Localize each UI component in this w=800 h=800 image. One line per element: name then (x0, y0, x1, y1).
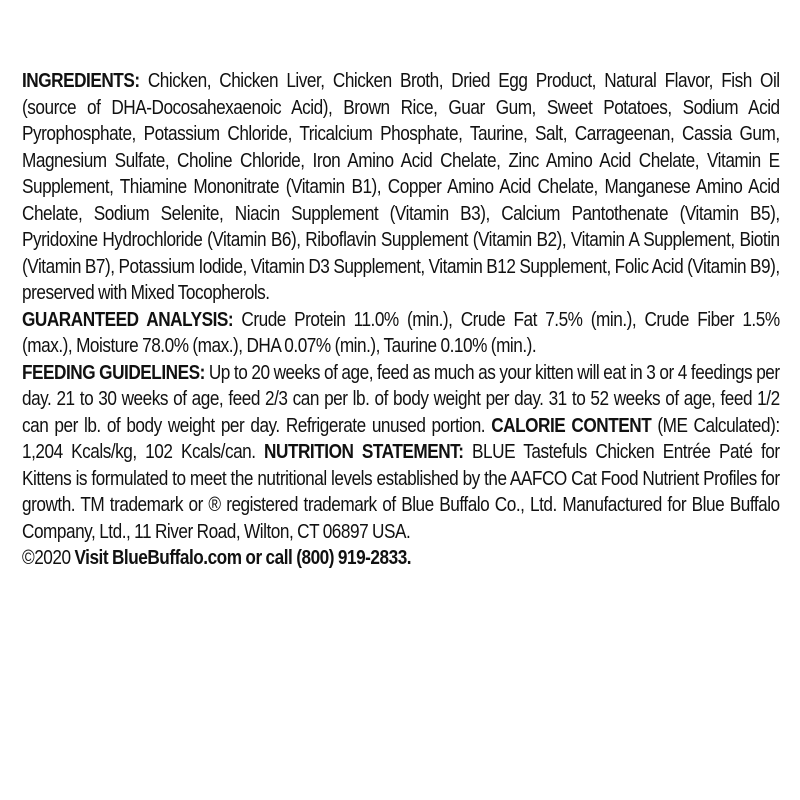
footer-line (22, 545, 780, 572)
nutrition-statement-text: BLUE Tastefuls Chicken Entrée Paté for Kittens is formulated to meet the nutritional levels established by the AAFCO Cat Food Nutrient Profiles for growth. TM trademark or ® registered trademark of Blue Buffalo Co., Ltd. Manufactured for Blue Buffalo Company, Ltd., 11 River Road, Wilton, CT 06897 USA. (22, 441, 780, 543)
feeding-guidelines-heading: FEEDING GUIDELINES: (22, 361, 205, 384)
nutrition-statement-heading: NUTRITION STATEMENT: (264, 441, 464, 463)
calorie-content-text: (ME Calculated): 1,204 Kcals/kg, 102 Kcals/can. (22, 414, 780, 463)
ingredients-heading: INGREDIENTS: (22, 70, 140, 92)
visit-website-text: Visit BlueBuffalo.com or call (800) 919-2833. (74, 547, 412, 569)
feeding-guidelines-text: Up to 20 weeks of age, feed as much as your kitten will eat in 3 or 4 feedings per day. 21 to 30 weeks of age, feed 2/3 can per lb. of body weight per day. 31 to 52 weeks of age, feed 1/2 can per lb. of body weight per day. Refrigerate unused portion. (22, 361, 780, 437)
guaranteed-analysis-text: Crude Protein 11.0% (min.), Crude Fat 7.5% (min.), Crude Fiber 1.5% (max.), Moisture 78.0% (max.), DHA 0.07% (min.), Taurine 0.10% (min.). (22, 308, 780, 357)
copyright-text: ©2020 (22, 547, 75, 569)
ingredients-paragraph (22, 68, 780, 307)
calorie-content-heading: CALORIE CONTENT (491, 414, 652, 437)
guaranteed-analysis-heading: GUARANTEED ANALYSIS: (22, 308, 234, 331)
nutrition-label-panel (22, 68, 780, 572)
feeding-guidelines-paragraph (22, 360, 780, 546)
ingredients-text: Chicken, Chicken Liver, Chicken Broth, Dried Egg Product, Natural Flavor, Fish Oil (source of DHA-Docosahexaenoic Acid), Brown Rice, Guar Gum, Sweet Potatoes, Sodium Acid Pyrophosphate, Potassium Chloride, Tricalcium Phosphate, Taurine, Salt, Carrageenan, Cassia Gum, Magnesium Sulfate, Choline Chloride, Iron Amino Acid Chelate, Zinc Amino Acid Chelate, Vitamin E Supplement, Thiamine Mononitrate (Vitamin B1), Copper Amino Acid Chelate, Manganese Amino Acid Chelate, Sodium Selenite, Niacin Supplement (Vitamin B3), Calcium Pantothenate (Vitamin B5), Pyridoxine Hydrochloride (Vitamin B6), Riboflavin Supplement (Vitamin B2), Vitamin A Supplement, Biotin (Vitamin B7), Potassium Iodide, Vitamin D3 Supplement, Vitamin B12 Supplement, Folic Acid (Vitamin B9), preserved with Mixed Tocopherols. (22, 70, 780, 304)
guaranteed-analysis-paragraph (22, 307, 780, 360)
